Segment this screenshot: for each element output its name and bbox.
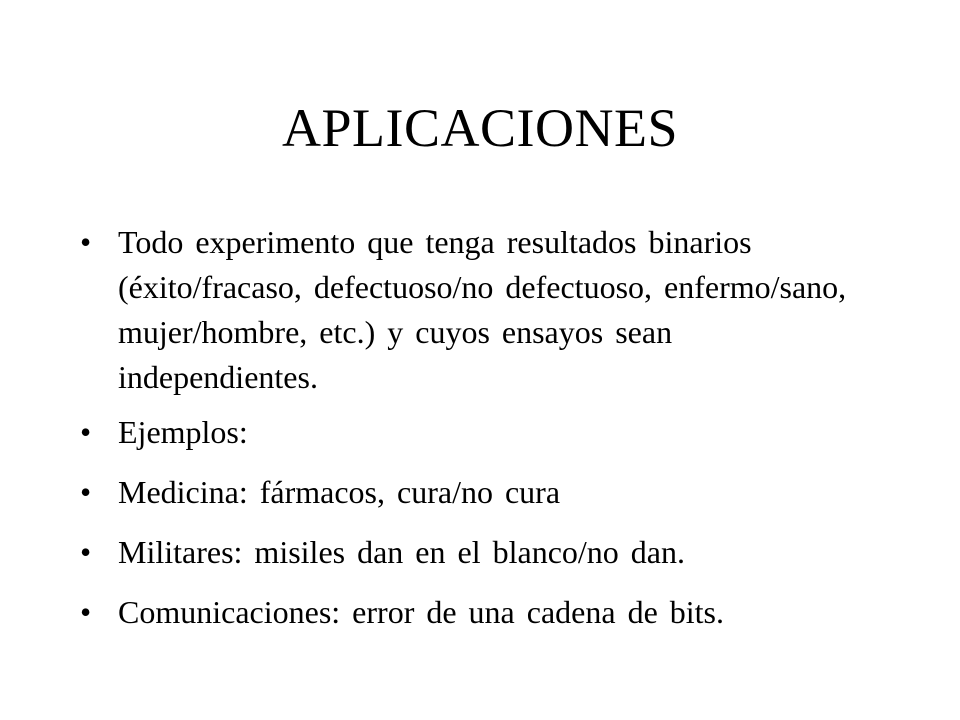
bullet-icon: •	[80, 224, 92, 260]
bullet-icon: •	[80, 534, 92, 570]
bullet-text: Ejemplos:	[118, 414, 248, 450]
bullet-item-examples	[80, 410, 880, 455]
bullet-text: Medicina: fármacos, cura/no cura	[118, 474, 561, 510]
bullet-item-communications	[80, 590, 880, 635]
bullet-text: Militares: misiles dan en el blanco/no dan.	[118, 534, 685, 570]
bullet-item-medicine	[80, 470, 880, 515]
slide-title: APLICACIONES	[281, 98, 679, 158]
bullet-item-military	[80, 530, 880, 575]
bullet-item-applications-description	[80, 220, 880, 400]
bullet-text: Comunicaciones: error de una cadena de bits.	[118, 594, 724, 630]
bullet-icon: •	[80, 474, 92, 510]
bullet-text: Todo experimento que tenga resultados binarios (éxito/fracaso, defectuoso/no defectuoso, enfermo/sano, mujer/hombre, etc.) y cuyos ensayos sean independientes.	[118, 224, 847, 395]
bullet-icon: •	[80, 594, 92, 630]
bullet-icon: •	[80, 414, 92, 450]
bullet-list	[80, 220, 880, 650]
